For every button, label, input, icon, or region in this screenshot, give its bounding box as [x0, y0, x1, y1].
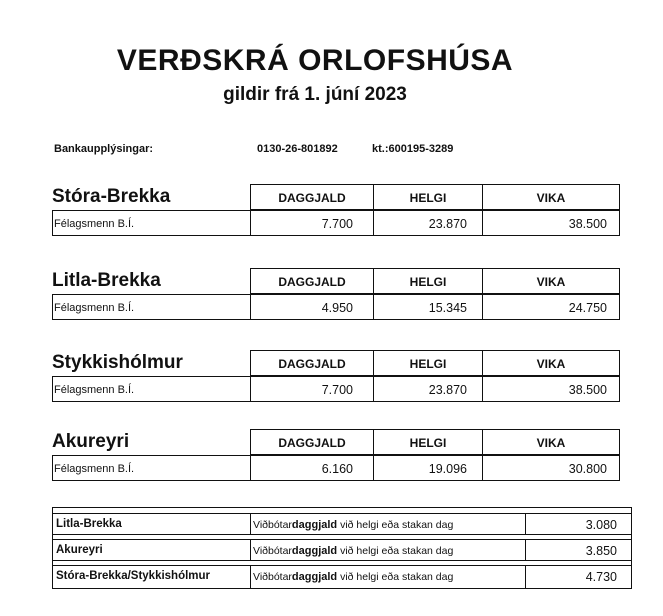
cell-divider	[373, 456, 374, 480]
cell-divider	[482, 377, 483, 401]
extra-fee-description: Viðbótardaggjald við helgi eða stakan dag	[253, 571, 454, 583]
price-row	[52, 294, 620, 320]
price-weekend: 23.870	[428, 383, 467, 397]
extra-fee-value: 4.730	[585, 570, 617, 584]
extra-fee-table	[52, 507, 632, 589]
price-week: 24.750	[568, 301, 607, 315]
cell-divider	[373, 211, 374, 235]
venue-name: Stóra-Brekka	[52, 186, 171, 207]
price-week: 30.800	[568, 462, 607, 476]
price-section-litla-brekka	[52, 264, 632, 320]
price-day: 6.160	[321, 462, 353, 476]
cell-divider	[482, 456, 483, 480]
cell-divider	[250, 377, 251, 401]
extra-fee-venue: Litla-Brekka	[56, 518, 122, 530]
price-week: 38.500	[568, 217, 607, 231]
page-subtitle: gildir frá 1. júní 2023	[223, 84, 407, 105]
column-header-day: DAGGJALD	[250, 350, 374, 376]
extra-fee-venue: Akureyri	[56, 544, 103, 556]
extra-fee-value: 3.850	[585, 544, 617, 558]
cell-divider	[482, 295, 483, 319]
price-row	[52, 210, 620, 236]
price-row	[52, 376, 620, 402]
member-label: Félagsmenn B.Í.	[54, 463, 135, 475]
price-week: 38.500	[568, 383, 607, 397]
venue-name: Stykkishólmur	[52, 352, 183, 373]
price-day: 4.950	[321, 301, 353, 315]
column-header-weekend: HELGI	[373, 429, 483, 455]
column-header-week: VIKA	[482, 184, 620, 210]
venue-name: Litla-Brekka	[52, 270, 161, 291]
extra-fee-row	[53, 565, 631, 588]
price-day: 7.700	[321, 217, 353, 231]
cell-divider	[373, 377, 374, 401]
price-weekend: 19.096	[428, 462, 467, 476]
extra-fee-row	[53, 513, 631, 535]
cell-divider	[373, 295, 374, 319]
price-weekend: 23.870	[428, 217, 467, 231]
member-label: Félagsmenn B.Í.	[54, 218, 135, 230]
price-section-stora-brekka	[52, 180, 632, 236]
extra-fee-row	[53, 539, 631, 561]
column-header-week: VIKA	[482, 268, 620, 294]
column-header-weekend: HELGI	[373, 184, 483, 210]
column-header-weekend: HELGI	[373, 268, 483, 294]
extra-fee-description: Viðbótardaggjald við helgi eða stakan dag	[253, 519, 454, 531]
page-title: VERÐSKRÁ ORLOFSHÚSA	[116, 44, 514, 77]
cell-divider	[250, 295, 251, 319]
member-label: Félagsmenn B.Í.	[54, 302, 135, 314]
price-section-akureyri	[52, 425, 632, 481]
price-day: 7.700	[321, 383, 353, 397]
cell-divider	[250, 540, 251, 560]
member-label: Félagsmenn B.Í.	[54, 384, 135, 396]
price-row	[52, 455, 620, 481]
extra-fee-value: 3.080	[585, 518, 617, 532]
price-weekend: 15.345	[428, 301, 467, 315]
extra-fee-description: Viðbótardaggjald við helgi eða stakan dag	[253, 545, 454, 557]
venue-name: Akureyri	[52, 431, 130, 452]
cell-divider	[482, 211, 483, 235]
column-header-weekend: HELGI	[373, 350, 483, 376]
bank-info-label: Bankaupplýsingar:	[54, 143, 154, 155]
extra-fee-venue: Stóra-Brekka/Stykkishólmur	[56, 570, 211, 582]
column-header-day: DAGGJALD	[250, 184, 374, 210]
column-header-day: DAGGJALD	[250, 268, 374, 294]
bank-kennitala: kt.:600195-3289	[372, 143, 454, 155]
bank-account-number: 0130-26-801892	[257, 143, 338, 155]
column-header-day: DAGGJALD	[250, 429, 374, 455]
cell-divider	[250, 456, 251, 480]
column-header-week: VIKA	[482, 429, 620, 455]
column-header-week: VIKA	[482, 350, 620, 376]
cell-divider	[250, 566, 251, 588]
cell-divider	[250, 211, 251, 235]
cell-divider	[250, 514, 251, 534]
price-section-stykkisholmur	[52, 346, 632, 402]
